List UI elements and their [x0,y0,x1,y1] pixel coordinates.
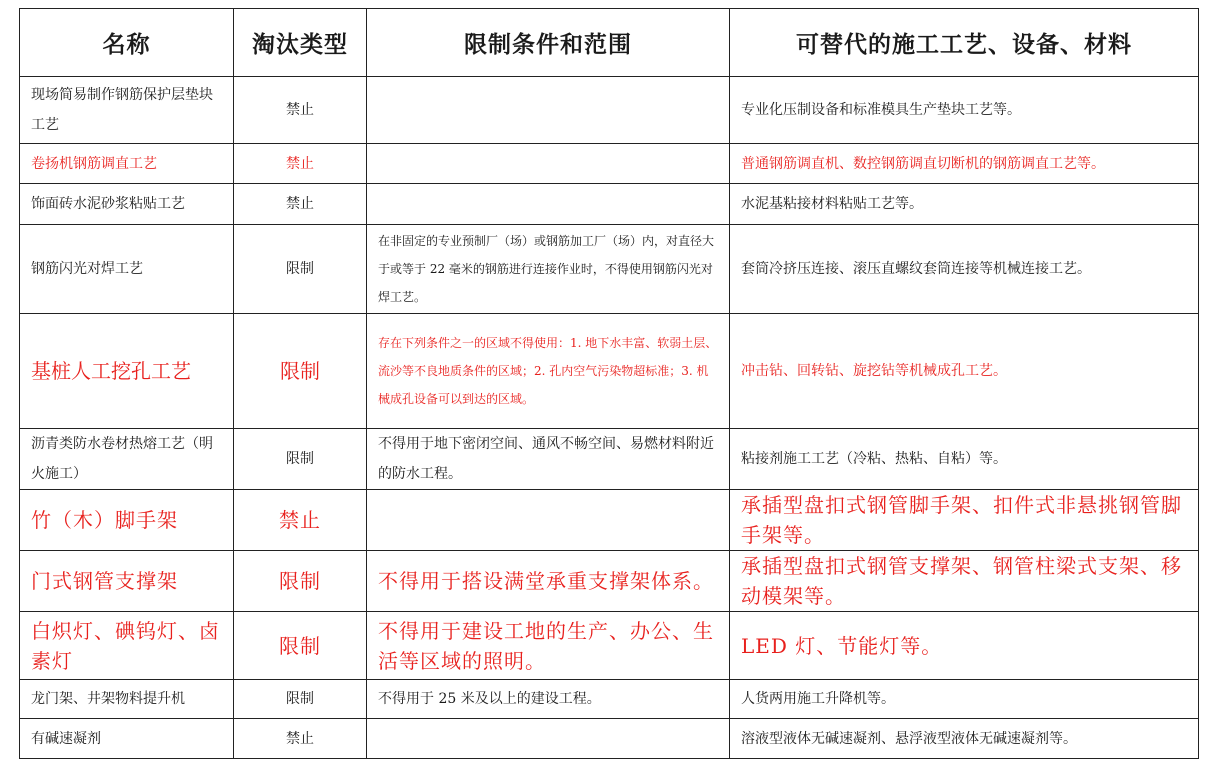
row-name: 卷扬机钢筋调直工艺 [20,144,234,184]
elimination-table [19,8,1199,759]
row-alternative: 承插型盘扣式钢管支撑架、钢管柱梁式支架、移动模架等。 [730,551,1199,612]
row-limit [367,719,730,759]
header-alternative: 可替代的施工工艺、设备、材料 [730,9,1199,77]
row-limit: 存在下列条件之一的区域不得使用：1. 地下水丰富、软弱土层、流沙等不良地质条件的区域；2. 孔内空气污染物超标准；3. 机械成孔设备可以到达的区域。 [367,314,730,429]
row-limit: 不得用于 25 米及以上的建设工程。 [367,680,730,719]
table-header-row [20,9,1199,77]
row-alternative: 套筒冷挤压连接、滚压直螺纹套筒连接等机械连接工艺。 [730,225,1199,314]
row-name: 竹（木）脚手架 [20,490,234,551]
row-limit [367,490,730,551]
row-type: 限制 [234,314,367,429]
table-row [20,144,1199,184]
row-alternative: 冲击钻、回转钻、旋挖钻等机械成孔工艺。 [730,314,1199,429]
row-type: 限制 [234,429,367,490]
row-name: 饰面砖水泥砂浆粘贴工艺 [20,184,234,225]
table-row [20,551,1199,612]
header-name: 名称 [20,9,234,77]
row-type: 禁止 [234,719,367,759]
row-name: 龙门架、井架物料提升机 [20,680,234,719]
row-limit: 不得用于地下密闭空间、通风不畅空间、易燃材料附近的防水工程。 [367,429,730,490]
header-limit: 限制条件和范围 [367,9,730,77]
row-type: 禁止 [234,490,367,551]
row-alternative: 溶液型液体无碱速凝剂、悬浮液型液体无碱速凝剂等。 [730,719,1199,759]
table-row [20,680,1199,719]
row-type: 禁止 [234,77,367,144]
row-limit [367,184,730,225]
row-type: 限制 [234,225,367,314]
row-name: 基桩人工挖孔工艺 [20,314,234,429]
row-type: 限制 [234,612,367,680]
table-row [20,490,1199,551]
header-type: 淘汰类型 [234,9,367,77]
row-name: 门式钢管支撑架 [20,551,234,612]
row-limit [367,77,730,144]
table-row [20,429,1199,490]
row-alternative: 承插型盘扣式钢管脚手架、扣件式非悬挑钢管脚手架等。 [730,490,1199,551]
row-limit: 在非固定的专业预制厂（场）或钢筋加工厂（场）内，对直径大于或等于 22 毫米的钢筋进行连接作业时，不得使用钢筋闪光对焊工艺。 [367,225,730,314]
table-row [20,612,1199,680]
table-row [20,314,1199,429]
row-type: 禁止 [234,144,367,184]
row-type: 限制 [234,551,367,612]
row-alternative: 专业化压制设备和标准模具生产垫块工艺等。 [730,77,1199,144]
row-type: 禁止 [234,184,367,225]
row-name: 现场简易制作钢筋保护层垫块工艺 [20,77,234,144]
row-name: 钢筋闪光对焊工艺 [20,225,234,314]
table-row [20,184,1199,225]
row-name: 沥青类防水卷材热熔工艺（明火施工） [20,429,234,490]
row-limit [367,144,730,184]
row-name: 白炽灯、碘钨灯、卤素灯 [20,612,234,680]
row-alternative: 人货两用施工升降机等。 [730,680,1199,719]
row-limit: 不得用于搭设满堂承重支撑架体系。 [367,551,730,612]
table-row [20,77,1199,144]
row-limit: 不得用于建设工地的生产、办公、生活等区域的照明。 [367,612,730,680]
row-type: 限制 [234,680,367,719]
row-alternative: 粘接剂施工工艺（冷粘、热粘、自粘）等。 [730,429,1199,490]
table-row [20,225,1199,314]
table-row [20,719,1199,759]
row-name: 有碱速凝剂 [20,719,234,759]
row-alternative: 水泥基粘接材料粘贴工艺等。 [730,184,1199,225]
row-alternative: LED 灯、节能灯等。 [730,612,1199,680]
row-alternative: 普通钢筋调直机、数控钢筋调直切断机的钢筋调直工艺等。 [730,144,1199,184]
